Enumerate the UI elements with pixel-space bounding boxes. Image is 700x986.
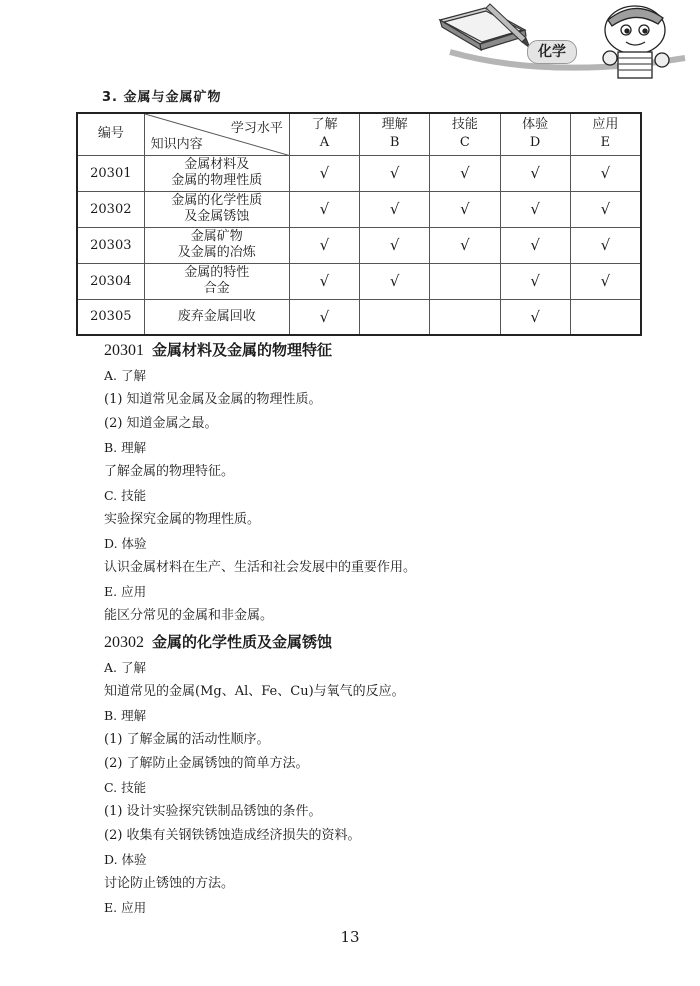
- row-topic: [144, 227, 289, 263]
- header-diagonal-cell: [144, 113, 289, 155]
- content-body: [104, 336, 624, 920]
- check-mark-icon: √: [319, 272, 330, 290]
- level-label: C. 技能: [104, 780, 147, 795]
- check-mark-icon: √: [389, 272, 400, 290]
- row-topic-line1: 金属的特性: [184, 265, 250, 280]
- row-topic: [144, 191, 289, 227]
- check-mark-icon: √: [600, 164, 611, 182]
- check-cell: [360, 263, 430, 299]
- row-topic: [144, 155, 289, 191]
- row-id: 20305: [77, 299, 144, 335]
- check-mark-icon: √: [460, 164, 470, 182]
- level-label: C. 技能: [104, 488, 147, 503]
- content-line: 了解金属的物理特征。: [104, 464, 235, 479]
- check-mark-icon: √: [530, 272, 540, 290]
- check-mark-icon: √: [460, 236, 470, 254]
- check-mark-icon: √: [530, 200, 540, 218]
- learning-level-table: [76, 112, 642, 336]
- check-cell: [360, 227, 430, 263]
- check-cell: [570, 227, 641, 263]
- check-mark-icon: √: [530, 164, 540, 182]
- subject-badge: 化学: [527, 40, 577, 64]
- check-mark-icon: √: [600, 236, 611, 254]
- header-level-c: 技能 C: [430, 113, 500, 155]
- level-label: E. 应用: [104, 900, 147, 915]
- level-label: A. 了解: [104, 660, 146, 675]
- level-label: D. 体验: [104, 852, 147, 867]
- row-topic-line2: 及金属的冶炼: [177, 245, 256, 260]
- row-topic-line2: 合金: [203, 281, 230, 296]
- check-cell: [500, 299, 570, 335]
- check-cell: [570, 155, 641, 191]
- check-mark-icon: √: [530, 236, 540, 254]
- row-id: 20304: [77, 263, 144, 299]
- check-cell: [289, 155, 359, 191]
- content-line: (1) 了解金属的活动性顺序。: [104, 732, 270, 747]
- row-topic-line1: 金属材料及: [184, 157, 250, 172]
- section-heading: [104, 336, 624, 364]
- check-mark-icon: √: [319, 164, 330, 182]
- row-topic-line2: 及金属锈蚀: [184, 209, 250, 224]
- level-label: E. 应用: [104, 584, 147, 599]
- row-topic: [144, 299, 289, 335]
- check-cell: [360, 191, 430, 227]
- check-mark-icon: √: [389, 236, 400, 254]
- content-line: 知道常见的金属(Mg、Al、Fe、Cu)与氧气的反应。: [104, 684, 405, 699]
- row-topic-line1: 废弃金属回收: [177, 308, 256, 324]
- table-row: [77, 263, 641, 299]
- check-cell: [430, 263, 500, 299]
- section-number: 20301: [104, 342, 144, 359]
- check-cell: [430, 191, 500, 227]
- check-cell: [289, 299, 359, 335]
- content-line: (1) 设计实验探究铁制品锈蚀的条件。: [104, 804, 322, 819]
- check-cell: [570, 263, 641, 299]
- header-level-b: 理解 B: [360, 113, 430, 155]
- check-mark-icon: √: [319, 307, 330, 326]
- check-mark-icon: √: [319, 236, 330, 254]
- check-mark-icon: √: [389, 164, 400, 182]
- table-row: [77, 299, 641, 335]
- header-level-a: 了解 A: [289, 113, 359, 155]
- row-topic-line1: 金属的化学性质: [171, 193, 263, 208]
- row-topic: [144, 263, 289, 299]
- page-number: 13: [340, 928, 360, 946]
- check-cell: [289, 191, 359, 227]
- check-cell: [500, 227, 570, 263]
- check-cell: [360, 155, 430, 191]
- check-cell: [289, 263, 359, 299]
- content-line: 实验探究金属的物理性质。: [104, 512, 261, 527]
- check-mark-icon: √: [600, 272, 611, 290]
- row-id: 20303: [77, 227, 144, 263]
- content-line: 讨论防止锈蚀的方法。: [104, 876, 235, 891]
- check-mark-icon: √: [389, 200, 400, 218]
- header-id: 编号: [77, 113, 144, 155]
- row-topic-line2: 金属的物理性质: [171, 173, 263, 188]
- check-cell: [430, 227, 500, 263]
- header-level: 学习水平: [230, 121, 283, 136]
- level-label: D. 体验: [104, 536, 147, 551]
- check-cell: [360, 299, 430, 335]
- content-line: 认识金属材料在生产、生活和社会发展中的重要作用。: [104, 560, 417, 575]
- section-number: 20302: [104, 634, 144, 651]
- check-mark-icon: √: [319, 200, 330, 218]
- header-content: 知识内容: [150, 136, 203, 152]
- section-heading-title: 金属的化学性质及金属锈蚀: [152, 633, 333, 651]
- check-cell: [570, 191, 641, 227]
- check-mark-icon: √: [530, 307, 540, 326]
- check-cell: [430, 299, 500, 335]
- content-line: (2) 了解防止金属锈蚀的简单方法。: [104, 756, 309, 771]
- check-cell: [500, 263, 570, 299]
- header-level-d: 体验 D: [500, 113, 570, 155]
- check-mark-icon: √: [600, 200, 611, 218]
- table-row: [77, 227, 641, 263]
- table-header-row: [77, 113, 641, 155]
- header-level-e: 应用 E: [570, 113, 641, 155]
- level-label: A. 了解: [104, 368, 146, 383]
- table-row: [77, 155, 641, 191]
- row-id: 20301: [77, 155, 144, 191]
- check-cell: [500, 155, 570, 191]
- content-line: (2) 收集有关钢铁锈蚀造成经济损失的资料。: [104, 828, 361, 843]
- check-cell: [500, 191, 570, 227]
- check-cell: [570, 299, 641, 335]
- content-line: (1) 知道常见金属及金属的物理性质。: [104, 392, 322, 407]
- table-row: [77, 191, 641, 227]
- level-label: B. 理解: [104, 440, 147, 455]
- row-topic-line1: 金属矿物: [190, 229, 243, 244]
- level-label: B. 理解: [104, 708, 147, 723]
- check-cell: [289, 227, 359, 263]
- check-mark-icon: √: [460, 200, 470, 218]
- section-heading: [104, 628, 624, 656]
- content-line: (2) 知道金属之最。: [104, 416, 218, 431]
- check-cell: [430, 155, 500, 191]
- section-title: 3. 金属与金属矿物: [102, 90, 222, 105]
- content-line: 能区分常见的金属和非金属。: [104, 608, 274, 623]
- section-heading-title: 金属材料及金属的物理特征: [152, 341, 333, 359]
- row-id: 20302: [77, 191, 144, 227]
